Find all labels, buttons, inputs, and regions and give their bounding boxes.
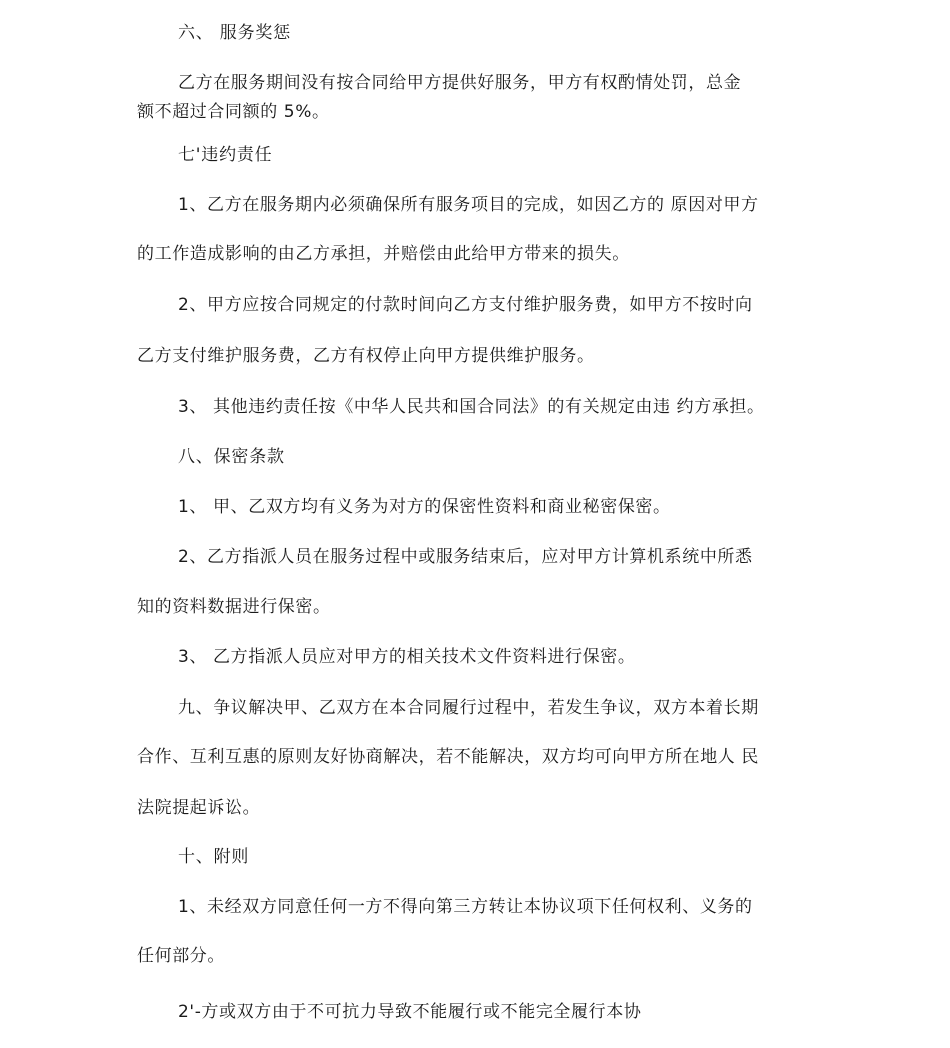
section-heading-service-reward-penalty: 六、 服务奖惩: [178, 23, 292, 43]
paragraph-line: 任何部分。: [137, 946, 225, 966]
paragraph-line: 乙方在服务期间没有按合同给甲方提供好服务，甲方有权酌情处罚，总金: [178, 73, 742, 93]
paragraph-line: 的工作造成影响的由乙方承担，并赔偿由此给甲方带来的损失。: [137, 244, 630, 264]
paragraph-line: 3、 其他违约责任按《中华人民共和国合同法》的有关规定由违 约方承担。: [178, 397, 765, 417]
paragraph-line: 额不超过合同额的 5%。: [137, 102, 330, 122]
paragraph-line: 合作、互利互惠的原则友好协商解决，若不能解决，双方均可向甲方所在地人 民: [137, 747, 760, 767]
paragraph-line: 乙方支付维护服务费，乙方有权停止向甲方提供维护服务。: [137, 346, 595, 366]
paragraph-line: 2、乙方指派人员在服务过程中或服务结束后，应对甲方计算机系统中所悉: [178, 547, 753, 567]
paragraph-line: 2、甲方应按合同规定的付款时间向乙方支付维护服务费，如甲方不按时向: [178, 295, 753, 315]
paragraph-line: 1、乙方在服务期内必须确保所有服务项目的完成，如因乙方的 原因对甲方: [178, 195, 759, 215]
paragraph-line: 3、 乙方指派人员应对甲方的相关技术文件资料进行保密。: [178, 647, 636, 667]
paragraph-line: 1、未经双方同意任何一方不得向第三方转让本协议项下任何权利、义务的: [178, 897, 753, 917]
paragraph-line: 2'-方或双方由于不可抗力导致不能履行或不能完全履行本协: [178, 1002, 642, 1022]
paragraph-line: 知的资料数据进行保密。: [137, 597, 331, 617]
section-heading-confidentiality: 八、保密条款: [178, 447, 285, 467]
section-heading-breach-liability: 七'违约责任: [178, 145, 273, 165]
section-heading-dispute-resolution: 九、争议解决甲、乙双方在本合同履行过程中，若发生争议，双方本着长期: [178, 698, 759, 718]
paragraph-line: 1、 甲、乙双方均有义务为对方的保密性资料和商业秘密保密。: [178, 497, 671, 517]
section-heading-supplementary: 十、附则: [178, 847, 250, 867]
paragraph-line: 法院提起诉讼。: [137, 798, 261, 818]
